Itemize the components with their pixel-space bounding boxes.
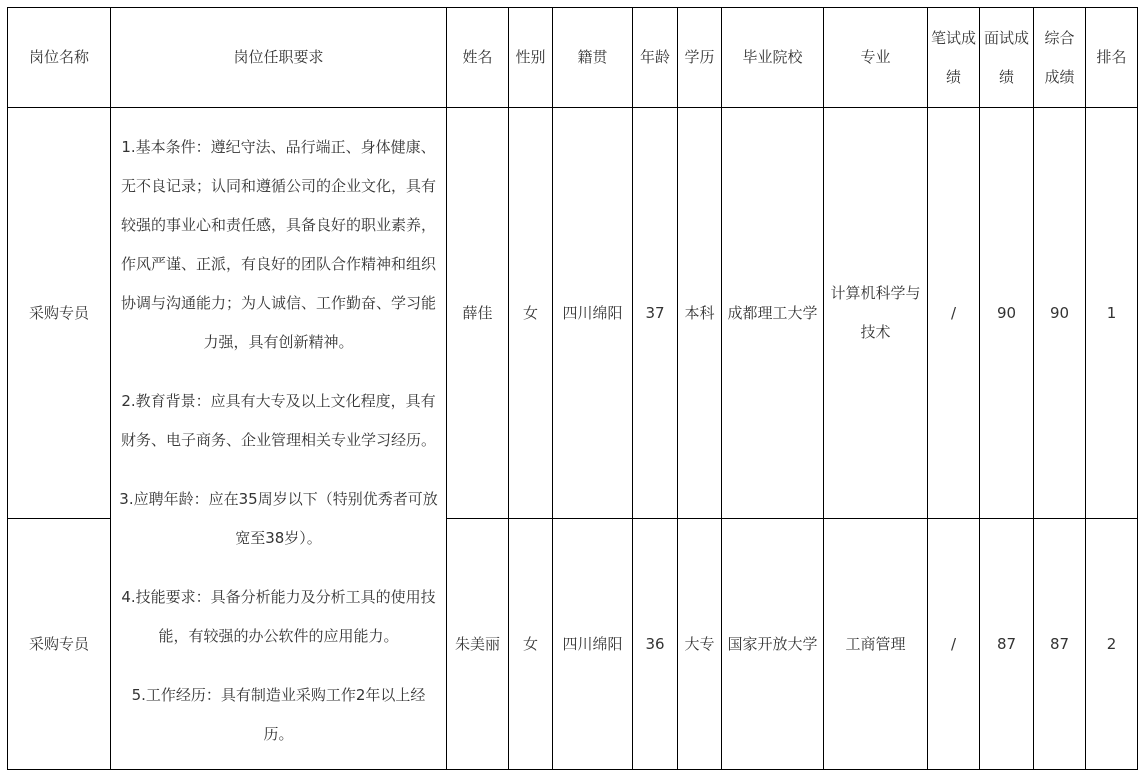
cell-native-place: 四川绵阳 [553, 519, 633, 770]
requirement-line: 作风严谨、正派，有良好的团队合作精神和组织 [120, 255, 436, 273]
header-interview-score-line1: 面试成 [983, 28, 1029, 47]
header-row [8, 8, 1138, 108]
recruitment-results-table [7, 7, 1138, 770]
table-row [8, 108, 1138, 519]
header-interview-score [980, 8, 1034, 108]
cell-interview-score: 90 [980, 108, 1034, 519]
header-written-score-line1: 笔试成 [930, 28, 976, 47]
cell-major-line1: 计算机科学与 [830, 284, 921, 302]
requirement-line: 1.基本条件：遵纪守法、品行端正、身体健康、 [121, 138, 436, 156]
requirement-line: 较强的事业心和责任感，具备良好的职业素养， [120, 216, 436, 234]
cell-name: 朱美丽 [447, 519, 509, 770]
requirement-line: 财务、电子商务、企业管理相关专业学习经历。 [120, 431, 436, 449]
cell-age: 36 [633, 519, 678, 770]
cell-position: 采购专员 [8, 519, 111, 770]
requirement-line: 协调与沟通能力；为人诚信、工作勤奋、学习能 [120, 294, 436, 312]
requirements-cell [111, 108, 447, 770]
cell-major [824, 519, 928, 770]
header-written-score [928, 8, 980, 108]
cell-gender: 女 [509, 108, 553, 519]
header-position: 岗位名称 [8, 8, 111, 108]
cell-written-score: / [928, 108, 980, 519]
requirement-line: 能，有较强的办公软件的应用能力。 [158, 627, 399, 645]
header-requirements: 岗位任职要求 [111, 8, 447, 108]
requirement-line: 4.技能要求：具备分析能力及分析工具的使用技 [121, 588, 436, 606]
cell-written-score: / [928, 519, 980, 770]
cell-school: 国家开放大学 [722, 519, 824, 770]
cell-education: 大专 [678, 519, 722, 770]
requirements-text [111, 108, 446, 754]
header-total-score-line1: 综合 [1044, 28, 1075, 47]
cell-rank: 2 [1086, 519, 1138, 770]
requirement-line: 5.工作经历：具有制造业采购工作2年以上经 [131, 686, 426, 704]
cell-total-score: 87 [1034, 519, 1086, 770]
cell-major-line1: 工商管理 [845, 634, 906, 653]
header-major: 专业 [824, 8, 928, 108]
header-name: 姓名 [447, 8, 509, 108]
header-total-score-line2: 成绩 [1044, 67, 1075, 86]
cell-age: 37 [633, 108, 678, 519]
cell-major-line2: 技术 [860, 323, 891, 341]
header-education: 学历 [678, 8, 722, 108]
header-gender: 性别 [509, 8, 553, 108]
cell-name: 薛佳 [447, 108, 509, 519]
header-interview-score-line2: 绩 [998, 67, 1014, 86]
cell-total-score: 90 [1034, 108, 1086, 519]
cell-school: 成都理工大学 [722, 108, 824, 519]
cell-major [824, 108, 928, 519]
header-written-score-line2: 绩 [945, 67, 961, 86]
cell-education: 本科 [678, 108, 722, 519]
requirement-line: 2.教育背景：应具有大专及以上文化程度，具有 [121, 392, 436, 410]
requirement-line: 3.应聘年龄：应在35周岁以下（特别优秀者可放 [119, 490, 438, 508]
cell-rank: 1 [1086, 108, 1138, 519]
header-age: 年龄 [633, 8, 678, 108]
cell-interview-score: 87 [980, 519, 1034, 770]
header-rank: 排名 [1086, 8, 1138, 108]
cell-position: 采购专员 [8, 108, 111, 519]
requirement-line: 力强，具有创新精神。 [203, 333, 354, 351]
requirement-line: 历。 [263, 725, 294, 743]
requirement-line: 宽至38岁）。 [235, 529, 322, 547]
header-native-place: 籍贯 [553, 8, 633, 108]
requirement-line: 无不良记录；认同和遵循公司的企业文化，具有 [120, 177, 436, 195]
header-school: 毕业院校 [722, 8, 824, 108]
cell-gender: 女 [509, 519, 553, 770]
cell-native-place: 四川绵阳 [553, 108, 633, 519]
header-total-score [1034, 8, 1086, 108]
